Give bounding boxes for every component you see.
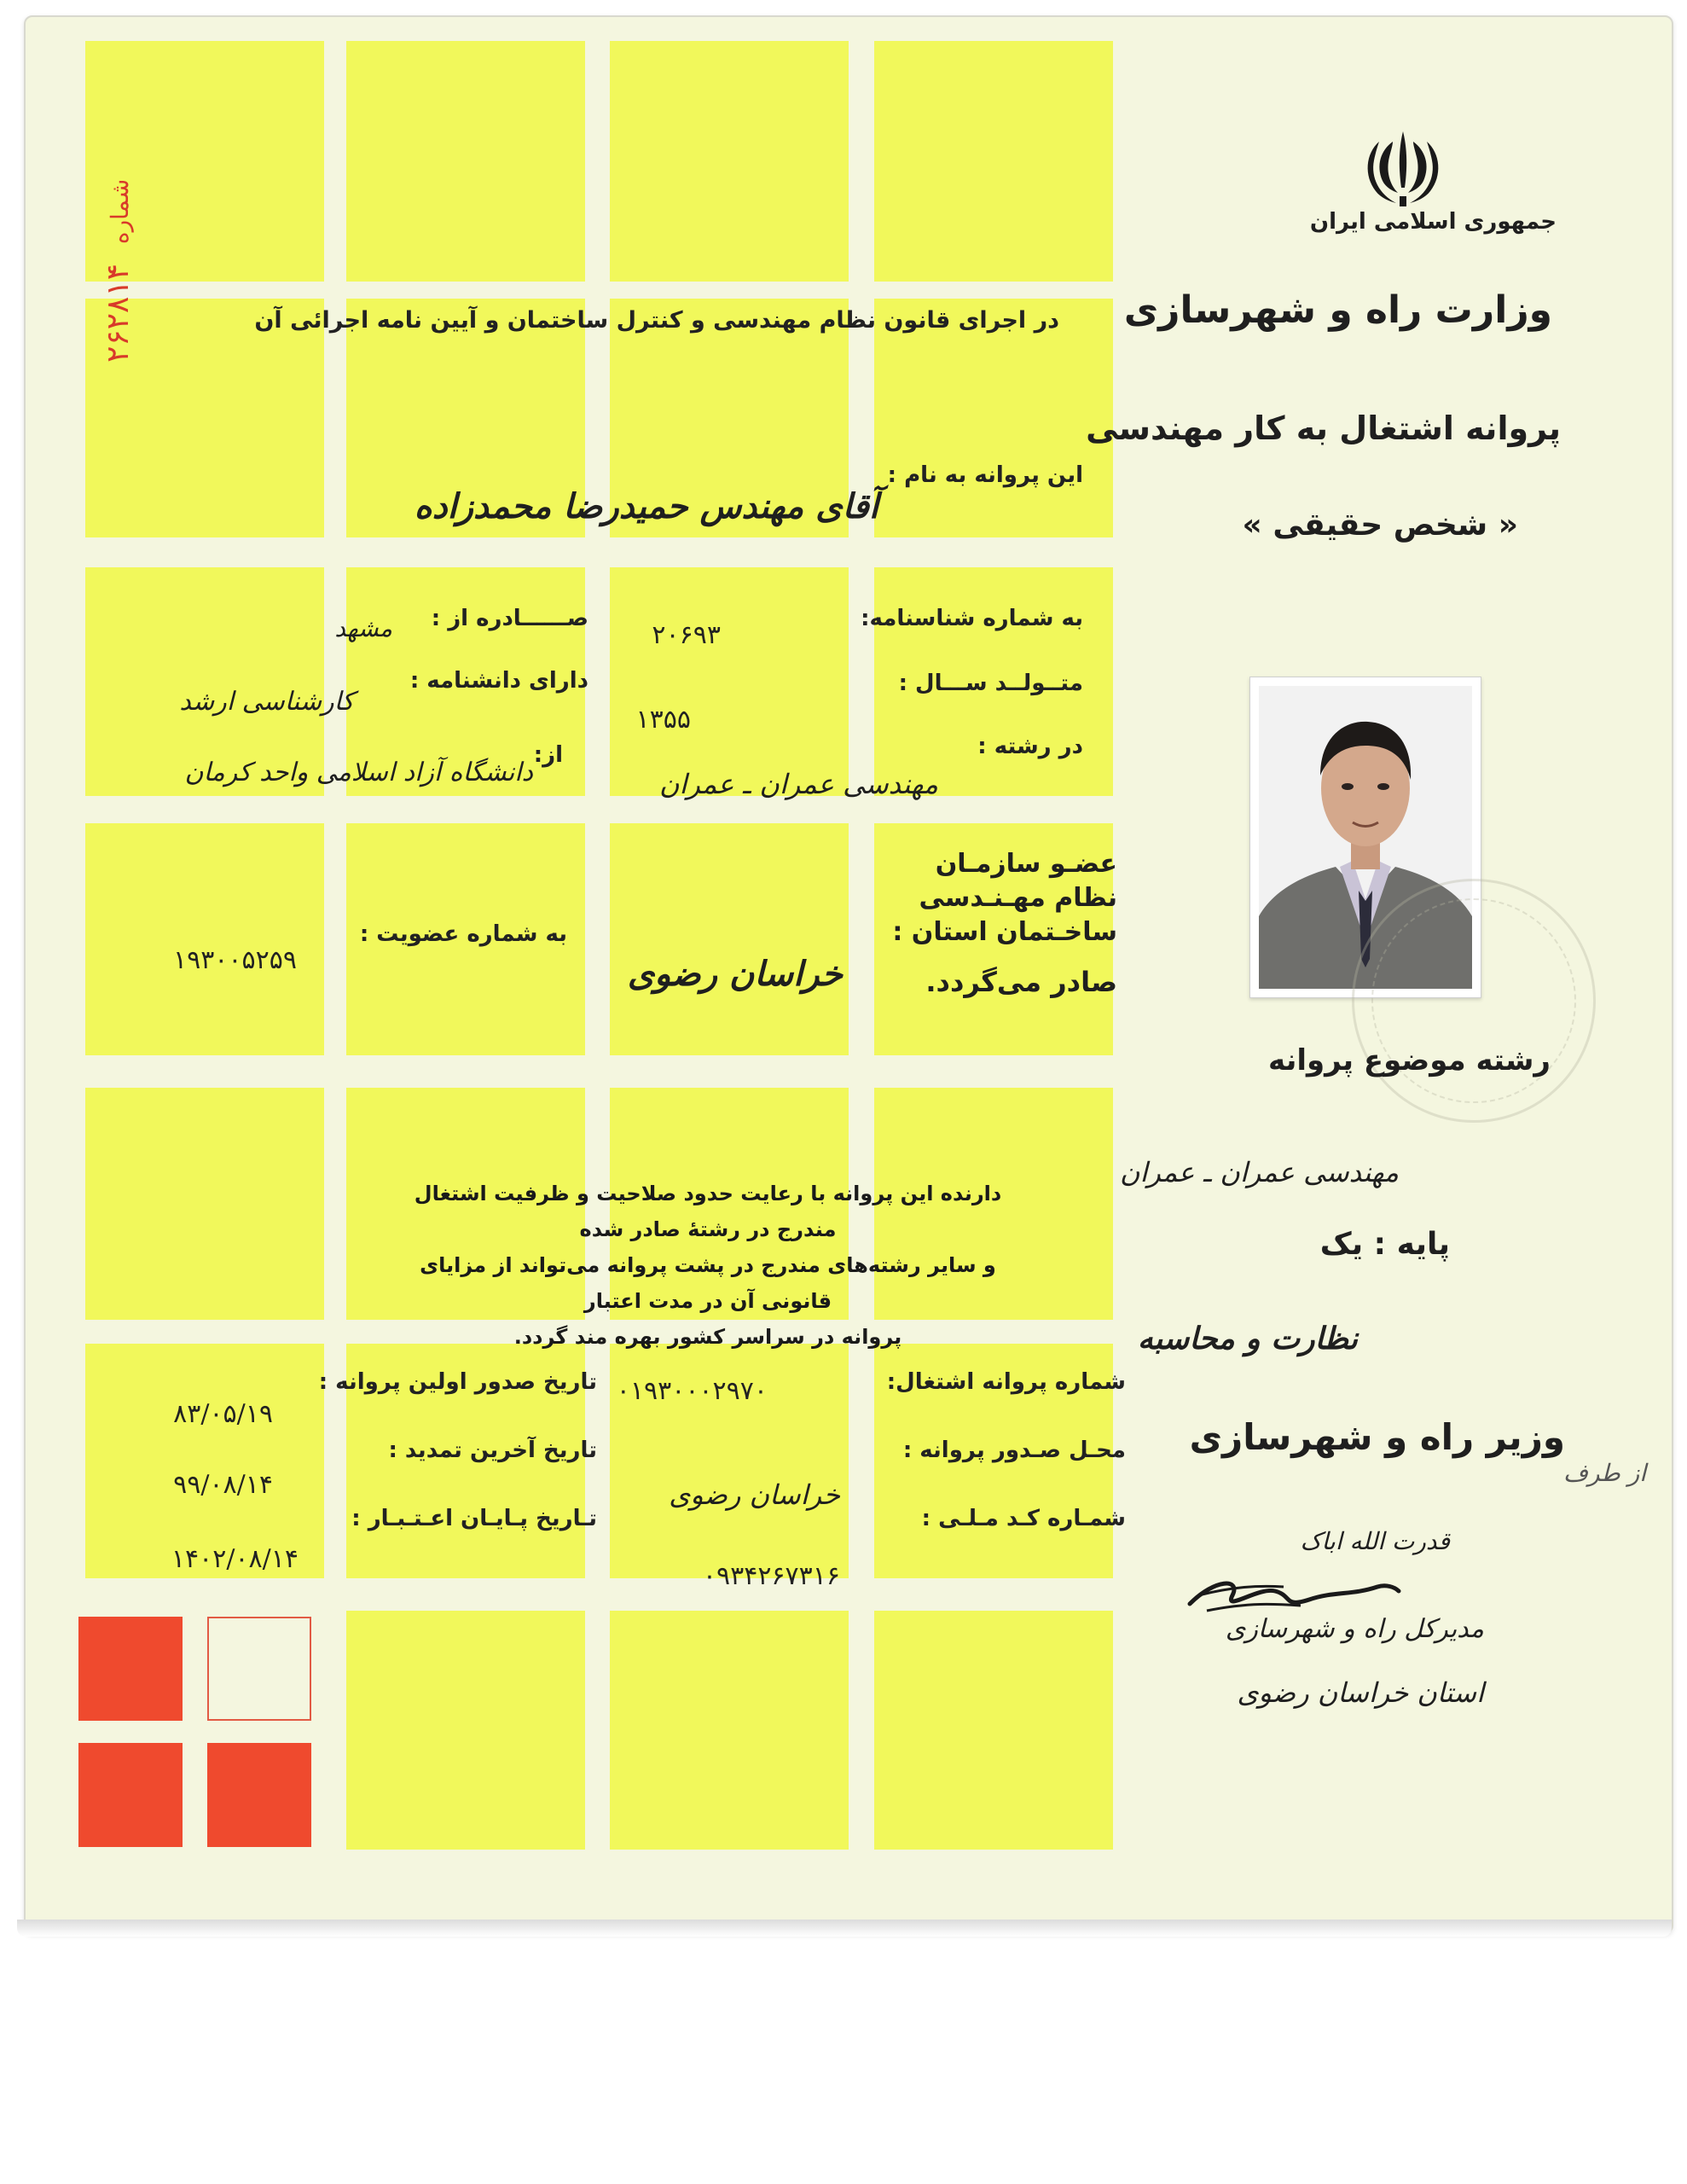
red-square — [78, 1617, 183, 1721]
university-value: دانشگاه آزاد اسلامی واحد کرمان — [184, 758, 533, 787]
degree-value: کارشناسی ارشد — [179, 687, 354, 717]
license-number-value: ۰۱۹۳۰۰۰۲۹۷۰ — [616, 1376, 768, 1406]
last-renewal-label: تاریخ آخرین تمدید : — [388, 1438, 597, 1463]
license-card — [24, 15, 1673, 1934]
grid-tile — [874, 1611, 1113, 1850]
grid-tile — [610, 567, 849, 796]
subject-value: مهندسی عمران ـ عمران — [1120, 1156, 1399, 1188]
national-id-value: ۰۹۳۴۲۶۷۳۱۶ — [702, 1561, 840, 1591]
signatory-province: استان خراسان رضوی — [1237, 1676, 1484, 1709]
grade: پایه : یک — [1319, 1227, 1450, 1262]
expiry-label: تـاریخ پـایـان اعـتـبـار : — [351, 1506, 597, 1531]
competencies: نظارت و محاسبه — [1137, 1321, 1358, 1356]
birth-year-label: متــولــد ســـال : — [898, 671, 1083, 696]
grid-tile — [85, 823, 324, 1055]
grid-tile — [610, 823, 849, 1055]
preamble: در اجرای قانون نظام مهندسی و کنترل ساختمان و آیین نامه اجرائی آن — [254, 307, 1059, 334]
on-behalf: از طرف — [1563, 1459, 1646, 1487]
license-place-label: محـل صـدور پروانه : — [902, 1438, 1126, 1463]
notice-paragraph — [401, 1176, 1015, 1355]
id-number-label: به شماره شناسنامه: — [861, 606, 1083, 631]
id-number-value: ۲۰۶۹۳ — [652, 620, 721, 650]
last-renewal-value: ۹۹/۰۸/۱۴ — [173, 1470, 273, 1500]
grid-tile — [874, 41, 1113, 282]
grid-tile — [346, 1611, 585, 1850]
license-place-value: خراسان رضوی — [669, 1478, 840, 1511]
issued-from-label: صــــــادره از : — [431, 606, 588, 631]
first-issue-label: تاریخ صدور اولین پروانه : — [318, 1369, 597, 1395]
holder-name-label: این پروانه به نام : — [887, 462, 1083, 488]
member-province-value: خراسان رضوی — [627, 954, 843, 994]
outlined-square — [207, 1617, 311, 1721]
grid-tile — [85, 1088, 324, 1320]
card-shadow — [17, 1920, 1672, 1937]
license-title: پروانه اشتغال به کار مهندسی — [1086, 410, 1561, 447]
field-value: مهندسی عمران ـ عمران — [659, 768, 938, 800]
subject-heading: رشته موضوع پروانه — [1267, 1043, 1551, 1077]
member-line-1: عضـو سازمـان — [935, 849, 1117, 879]
holder-name-value: آقای مهندس حمیدرضا محمدزاده — [414, 486, 878, 526]
issued-text: صادر می‌گردد. — [925, 966, 1117, 998]
first-issue-value: ۸۳/۰۵/۱۹ — [173, 1399, 273, 1429]
member-line-2: نظام مهـنـدسی — [919, 883, 1117, 913]
national-id-label: شمـاره کـد مـلـی : — [921, 1506, 1126, 1531]
grid-tile — [874, 299, 1113, 537]
grid-tile — [610, 1611, 849, 1850]
serial-number: ۲۶۲۸۱۴ شماره — [101, 178, 136, 363]
person-type: « شخص حقیقی » — [1242, 508, 1518, 543]
membership-number-value: ۱۹۳۰۰۵۲۵۹ — [172, 945, 297, 975]
notice-line-3: پروانه در سراسر کشور بهره مند گردد. — [513, 1325, 902, 1349]
emblem-icon — [1360, 128, 1446, 213]
signatory-title: مدیرکل راه و شهرسازی — [1225, 1614, 1484, 1644]
faint-seal — [1352, 879, 1596, 1123]
grid-tile — [346, 41, 585, 282]
issued-from-value: مشهد — [334, 614, 392, 642]
grid-tile — [85, 1344, 324, 1578]
expiry-value: ۱۴۰۲/۰۸/۱۴ — [171, 1544, 299, 1574]
signatory-name: قدرت الله اباک — [1300, 1527, 1450, 1555]
minister-caption: وزیر راه و شهرسازی — [1189, 1416, 1565, 1458]
red-square — [78, 1743, 183, 1847]
notice-line-1: دارنده این پروانه با رعایت حدود صلاحیت و ظرفیت اشتغال مندرج در رشتهٔ صادر شده — [414, 1182, 1002, 1241]
notice-line-2: و سایر رشته‌های مندرج در پشت پروانه می‌تواند از مزایای قانونی آن در مدت اعتبار — [420, 1253, 996, 1313]
field-label: در رشته : — [977, 734, 1083, 759]
ministry-title: وزارت راه و شهرسازی — [1123, 288, 1552, 332]
university-label: از: — [533, 742, 563, 768]
grid-tile — [610, 41, 849, 282]
degree-label: دارای دانشنامه : — [409, 668, 588, 694]
red-square — [207, 1743, 311, 1847]
membership-number-label: به شماره عضویت : — [359, 921, 567, 947]
license-number-label: شماره پروانه اشتغال: — [886, 1369, 1126, 1395]
birth-year-value: ۱۳۵۵ — [635, 705, 691, 735]
country-name: جمهوری اسلامی ایران — [1309, 209, 1557, 235]
member-line-3: ساخـتمان استان : — [892, 917, 1117, 947]
